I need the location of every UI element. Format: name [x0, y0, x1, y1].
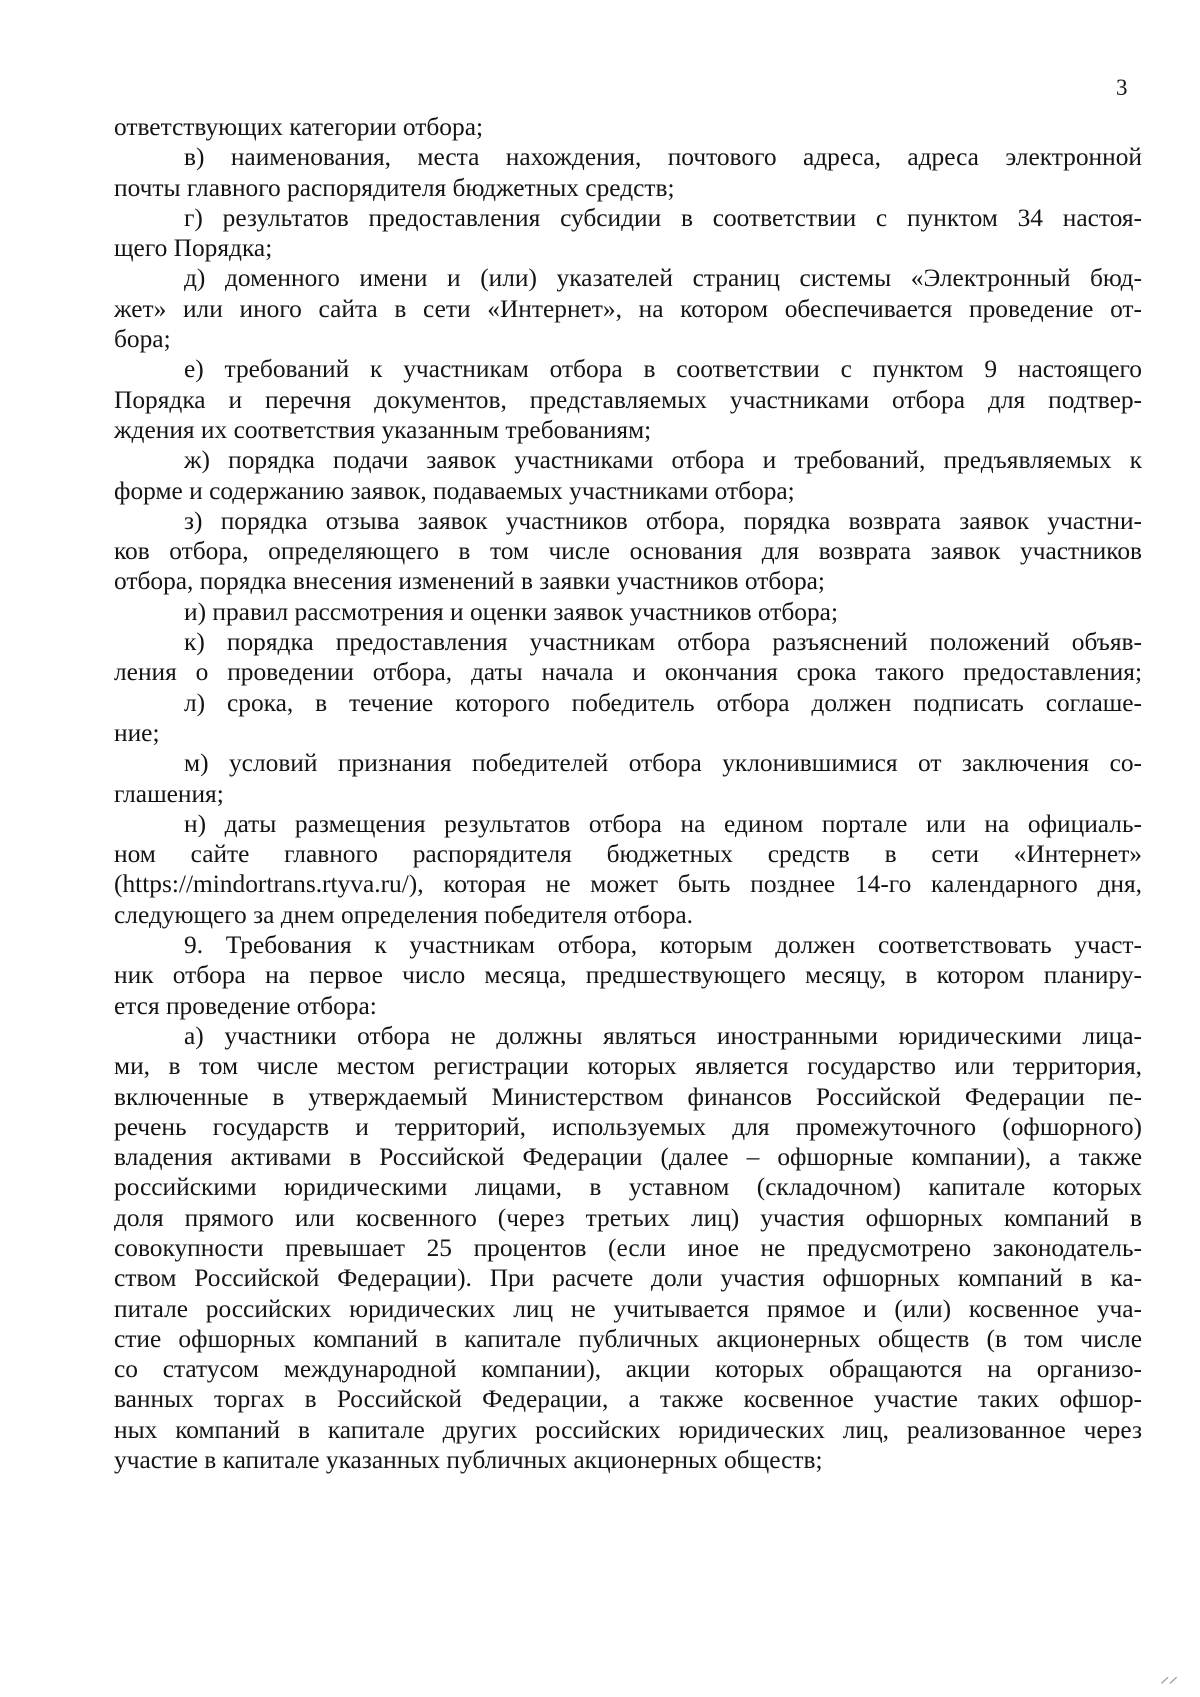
- text-line: участие в капитале указанных публичных акционерных обществ;: [114, 1446, 823, 1475]
- text-line: речень государств и территорий, используемых для промежуточного (офшорного): [114, 1112, 1142, 1141]
- corner-mark: ᐟᐟ: [1158, 1674, 1175, 1696]
- text-line: российскими юридическими лицами, в уставном (складочном) капитале которых: [114, 1173, 1142, 1202]
- text-line: ждения их соответствия указанным требованиям;: [114, 415, 652, 444]
- text-line: включенные в утверждаемый Министерством финансов Российской Федерации пе-: [114, 1082, 1142, 1111]
- text-line: ется проведение отбора:: [114, 991, 377, 1020]
- text-line: ством Российской Федерации). При расчете доли участия офшорных компаний в ка-: [114, 1264, 1142, 1293]
- text-line: форме и содержанию заявок, подаваемых участниками отбора;: [114, 476, 795, 505]
- text-line: и) правил рассмотрения и оценки заявок участников отбора;: [184, 597, 839, 626]
- text-line: ванных торгах в Российской Федерации, а также косвенное участие таких офшор-: [114, 1385, 1142, 1414]
- text-line: ник отбора на первое число месяца, предшествующего месяцу, в котором планиру-: [114, 961, 1142, 990]
- text-line: к) порядка предоставления участникам отбора разъяснений положений объяв-: [184, 628, 1142, 657]
- text-line: почты главного распорядителя бюджетных средств;: [114, 173, 675, 202]
- text-line: ков отбора, определяющего в том числе основания для возврата заявок участников: [114, 537, 1142, 566]
- text-line: совокупности превышает 25 процентов (если иное не предусмотрено законодатель-: [114, 1233, 1142, 1262]
- text-line: ления о проведении отбора, даты начала и окончания срока такого предоставления;: [114, 658, 1142, 687]
- text-line: Порядка и перечня документов, представляемых участниками отбора для подтвер-: [114, 385, 1142, 414]
- text-line: з) порядка отзыва заявок участников отбора, порядка возврата заявок участни-: [184, 506, 1142, 535]
- text-line: 9. Требования к участникам отбора, которым должен соответствовать участ-: [184, 931, 1142, 960]
- text-line: стие офшорных компаний в капитале публичных акционерных обществ (в том числе: [114, 1324, 1142, 1353]
- text-line: ответствующих категории отбора;: [114, 113, 484, 141]
- page-number: 3: [1116, 75, 1128, 100]
- text-line: со статусом международной компании), акции которых обращаются на организо-: [114, 1355, 1142, 1384]
- text-line: владения активами в Российской Федерации (далее – офшорные компании), а также: [114, 1143, 1142, 1172]
- text-line: л) срока, в течение которого победитель отбора должен подписать соглаше-: [184, 688, 1142, 717]
- text-line: н) даты размещения результатов отбора на едином портале или на официаль-: [184, 809, 1142, 838]
- text-line: бора;: [114, 325, 171, 354]
- text-line: жет» или иного сайта в сети «Интернет», на котором обеспечивается проведение от-: [114, 294, 1142, 323]
- text-line: д) доменного имени и (или) указателей страниц системы «Электронный бюд-: [184, 264, 1142, 293]
- text-line: в) наименования, места нахождения, почтового адреса, адреса электронной: [184, 143, 1142, 172]
- text-line: г) результатов предоставления субсидии в соответствии с пунктом 34 настоя-: [184, 203, 1142, 232]
- text-line: е) требований к участникам отбора в соответствии с пунктом 9 настоящего: [184, 355, 1142, 384]
- text-line: м) условий признания победителей отбора уклонившимися от заключения со-: [184, 749, 1142, 778]
- text-line: а) участники отбора не должны являться иностранными юридическими лица-: [184, 1021, 1142, 1050]
- text-line: (https://mindortrans.rtyva.ru/), которая не может быть позднее 14-го календарного дня,: [114, 870, 1142, 899]
- text-line: питале российских юридических лиц не учитывается прямое и (или) косвенное уча-: [114, 1294, 1142, 1323]
- text-line: ж) порядка подачи заявок участниками отбора и требований, предъявляемых к: [184, 446, 1142, 475]
- text-line: щего Порядка;: [114, 234, 273, 263]
- text-line: отбора, порядка внесения изменений в заявки участников отбора;: [114, 567, 825, 596]
- text-line: следующего за днем определения победителя отбора.: [114, 900, 693, 929]
- text-line: ных компаний в капитале других российских юридических лиц, реализованное через: [114, 1415, 1142, 1444]
- text-line: ние;: [114, 718, 160, 747]
- text-line: доля прямого или косвенного (через третьих лиц) участия офшорных компаний в: [114, 1203, 1142, 1232]
- document-body: [114, 112, 1142, 1475]
- text-line: глашения;: [114, 779, 224, 808]
- text-line: ми, в том числе местом регистрации которых является государство или территория,: [114, 1052, 1142, 1081]
- text-line: ном сайте главного распорядителя бюджетных средств в сети «Интернет»: [114, 840, 1142, 869]
